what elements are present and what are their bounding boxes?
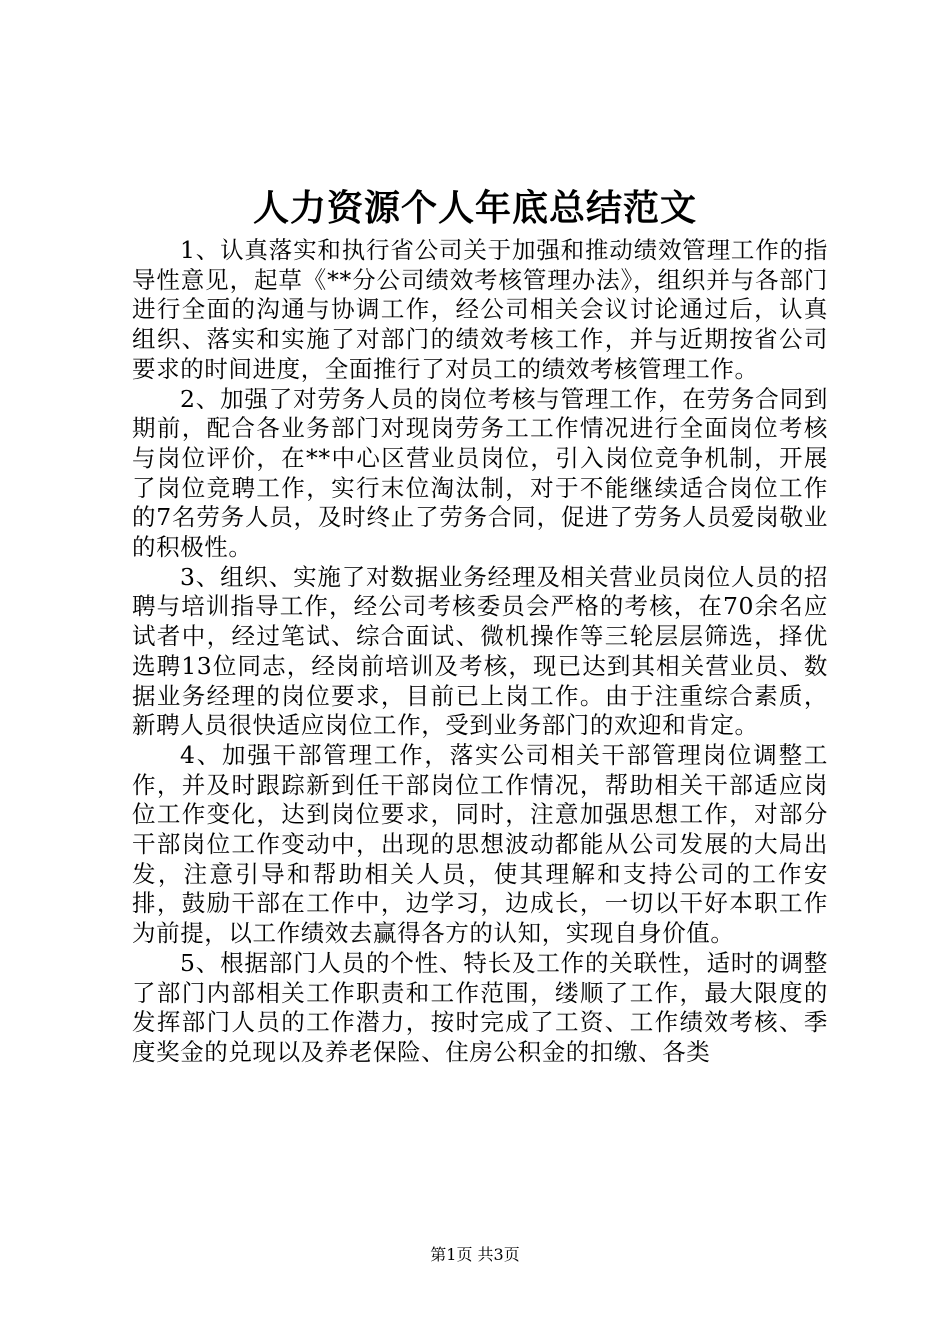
document-body bbox=[132, 236, 828, 1068]
paragraph-4: 4、加强干部管理工作，落实公司相关干部管理岗位调整工作，并及时跟踪新到任干部岗位工作情况，帮助相关干部适应岗位工作变化，达到岗位要求，同时，注意加强思想工作，对部分干部岗位工作变动中，出现的思想波动都能从公司发展的大局出发，注意引导和帮助相关人员，使其理解和支持公司的工作安排，鼓励干部在工作中，边学习，边成长，一切以干好本职工作为前提，以工作绩效去赢得各方的认知，实现自身价值。 bbox=[132, 740, 828, 948]
paragraph-5: 5、根据部门人员的个性、特长及工作的关联性，适时的调整了部门内部相关工作职责和工作范围，缕顺了工作，最大限度的发挥部门人员的工作潜力，按时完成了工资、工作绩效考核、季度奖金的兑现以及养老保险、住房公积金的扣缴、各类 bbox=[132, 948, 828, 1066]
paragraph-2: 2、加强了对劳务人员的岗位考核与管理工作，在劳务合同到期前，配合各业务部门对现岗劳务工工作情况进行全面岗位考核与岗位评价，在**中心区营业员岗位，引入岗位竞争机制，开展了岗位竞聘工作，实行末位淘汰制，对于不能继续适合岗位工作的7名劳务人员，及时终止了劳务合同，促进了劳务人员爱岗敬业的积极性。 bbox=[132, 384, 828, 562]
paragraph-1: 1、认真落实和执行省公司关于加强和推动绩效管理工作的指导性意见，起草《**分公司绩效考核管理办法》，组织并与各部门进行全面的沟通与协调工作，经公司相关会议讨论通过后，认真组织、落实和实施了对部门的绩效考核工作，并与近期按省公司要求的时间进度，全面推行了对员工的绩效考核管理工作。 bbox=[132, 236, 828, 383]
document-title: 人力资源个人年底总结范文 bbox=[252, 187, 697, 229]
paragraph-3: 3、组织、实施了对数据业务经理及相关营业员岗位人员的招聘与培训指导工作，经公司考核委员会严格的考核，在70余名应试者中，经过笔试、综合面试、微机操作等三轮层层筛选，择优选聘13位同志，经岗前培训及考核，现已达到其相关营业员、数据业务经理的岗位要求，目前已上岗工作。由于注重综合素质，新聘人员很快适应岗位工作，受到业务部门的欢迎和肯定。 bbox=[132, 562, 828, 740]
page-footer: 第1页 共3页 bbox=[430, 1245, 520, 1264]
